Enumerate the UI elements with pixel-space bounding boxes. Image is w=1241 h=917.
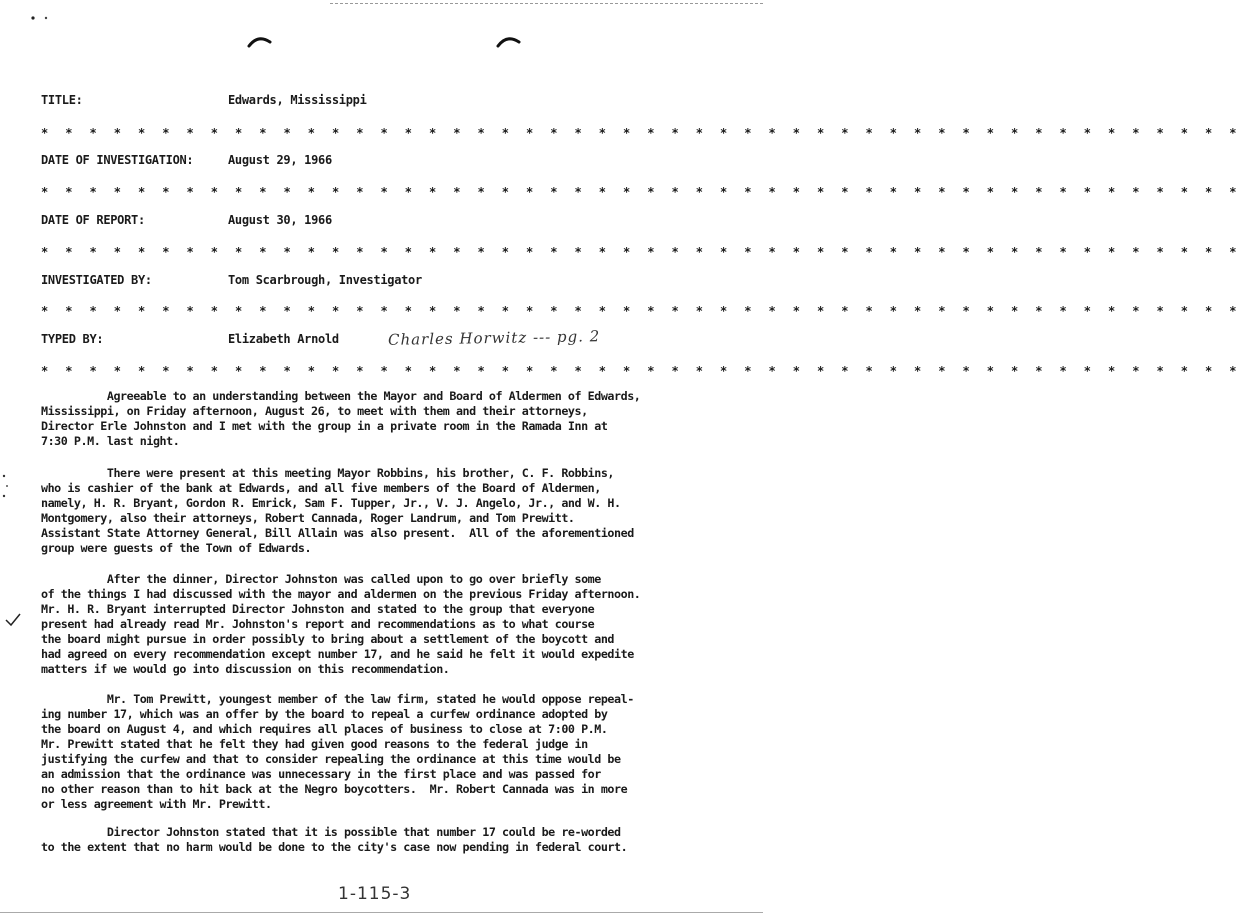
separator-3: * * * * * * * * * * * * * * * * * * * * * * * * * * * * * * * * * * * * * * * * * * * * * * * * * * bbox=[41, 245, 1241, 259]
investigation-date-label: DATE OF INVESTIGATION: bbox=[41, 153, 194, 167]
speck-mark bbox=[30, 14, 50, 22]
typed-by-value: Elizabeth Arnold bbox=[228, 332, 339, 346]
top-dashed-line bbox=[330, 3, 763, 4]
report-date-label: DATE OF REPORT: bbox=[41, 213, 145, 227]
separator-5: * * * * * * * * * * * * * * * * * * * * * * * * * * * * * * * * * * * * * * * * * * * * * * * * * * bbox=[41, 364, 1241, 378]
margin-speck-marks bbox=[0, 470, 12, 510]
bottom-line bbox=[0, 912, 763, 913]
separator-2: * * * * * * * * * * * * * * * * * * * * * * * * * * * * * * * * * * * * * * * * * * * * * * * * * * bbox=[41, 185, 1241, 199]
title-label: TITLE: bbox=[41, 93, 83, 107]
separator-4: * * * * * * * * * * * * * * * * * * * * * * * * * * * * * * * * * * * * * * * * * * * * * * * * * * bbox=[41, 304, 1241, 318]
investigated-by-label: INVESTIGATED BY: bbox=[41, 273, 152, 287]
paragraph-3: After the dinner, Director Johnston was called upon to go over briefly some of the things I had discussed with the mayor and aldermen on the previous Friday afternoon. Mr. H. R. Bryant interrupted Director Johnston and stated to the group that everyone present had already read Mr. Johnston's report and recommendations as to what course the board might pursue in order possibly to bring about a settlement of the boycott and had agreed on every recommendation except number 17, and he said he felt it would expedite matters if we would go into discussion on this recommendation. bbox=[41, 572, 641, 676]
binder-hole-mark-right bbox=[495, 32, 523, 50]
title-value: Edwards, Mississippi bbox=[228, 93, 367, 107]
paragraph-1: Agreeable to an understanding between the Mayor and Board of Aldermen of Edwards, Mississippi, on Friday afternoon, August 26, to meet with them and their attorneys, Director Erle Johnston and I met with the group in a private room in the Ramada Inn at 7:30 P.M. last night. bbox=[41, 389, 641, 448]
binder-hole-mark-left bbox=[246, 32, 274, 50]
investigation-date-value: August 29, 1966 bbox=[228, 153, 332, 167]
paragraph-4: Mr. Tom Prewitt, youngest member of the law firm, stated he would oppose repeal- ing number 17, which was an offer by the board to repeal a curfew ordinance adopted by the board on August 4, and which requires all places of business to close at 7:00 P.M. Mr. Prewitt stated that he felt they had given good reasons to the federal judge in justifying the curfew and that to consider repealing the ordinance at this time would be an admission that the ordinance was unnecessary in the first place and was passed for no other reason than to hit back at the Negro boycotters. Mr. Robert Cannada was in more or less agreement with Mr. Prewitt. bbox=[41, 692, 634, 811]
investigated-by-value: Tom Scarbrough, Investigator bbox=[228, 273, 422, 287]
handwritten-note: Charles Horwitz --- pg. 2 bbox=[387, 327, 601, 349]
paragraph-2: There were present at this meeting Mayor Robbins, his brother, C. F. Robbins, who is cashier of the bank at Edwards, and all five members of the Board of Aldermen, namely, H. R. Bryant, Gordon R. Emrick, Sam F. Tupper, Jr., V. J. Angelo, Jr., and W. H. Montgomery, also their attorneys, Robert Cannada, Roger Landrum, and Tom Prewitt. Assistant State Attorney General, Bill Allain was also present. All of the aforementioned group were guests of the Town of Edwards. bbox=[41, 466, 634, 555]
checkmark-icon bbox=[4, 612, 22, 628]
typed-by-label: TYPED BY: bbox=[41, 332, 104, 346]
separator-1: * * * * * * * * * * * * * * * * * * * * * * * * * * * * * * * * * * * * * * * * * * * * * * * * * * bbox=[41, 126, 1241, 140]
paragraph-5: Director Johnston stated that it is possible that number 17 could be re-worded to the extent that no harm would be done to the city's case now pending in federal court. bbox=[41, 825, 628, 854]
report-date-value: August 30, 1966 bbox=[228, 213, 332, 227]
page-number: 1-115-3 bbox=[338, 884, 412, 904]
